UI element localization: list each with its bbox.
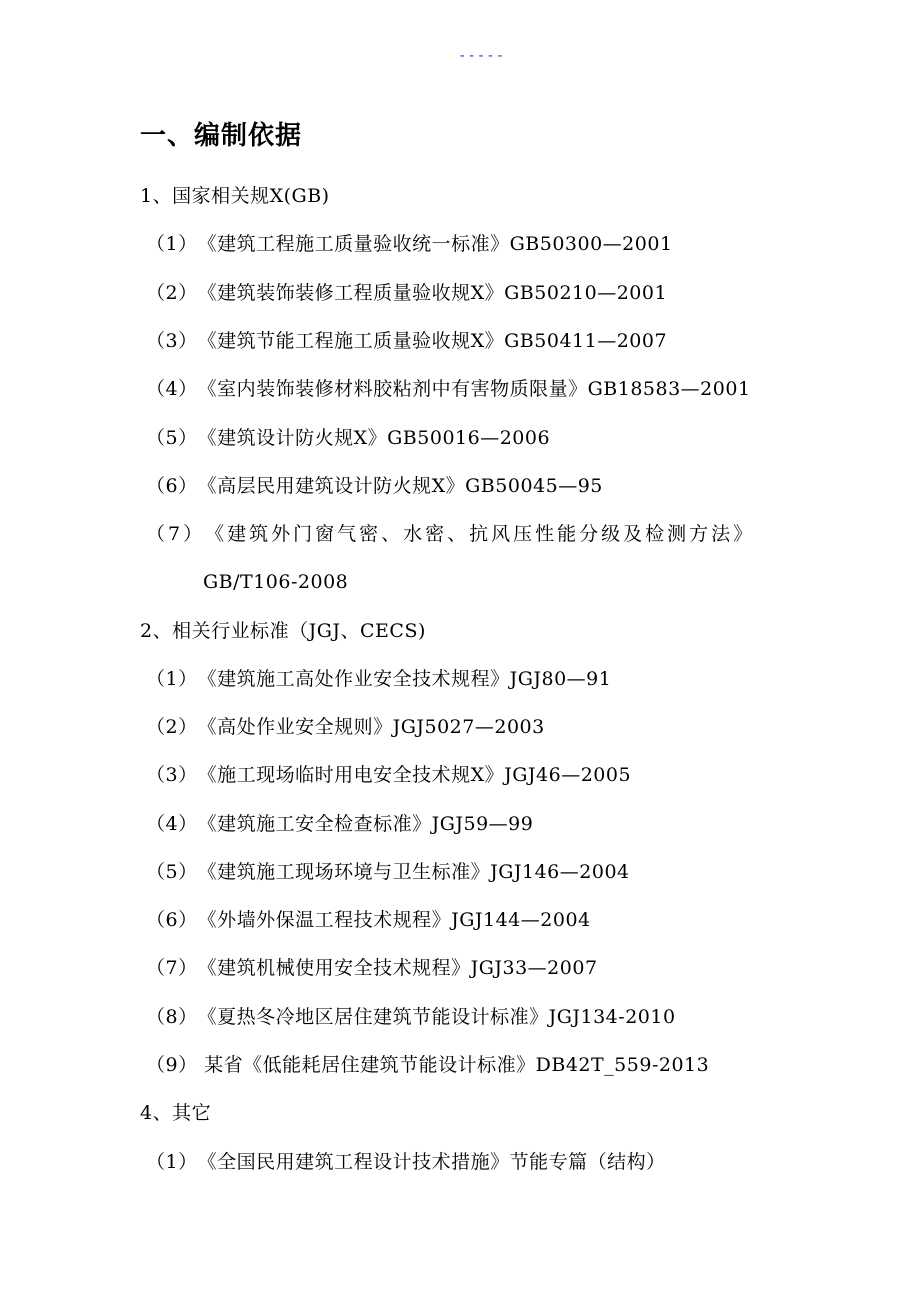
item-number: （1） [146,233,198,255]
item-number: （3） [146,330,198,352]
item-number: （5） [146,427,198,449]
list-item [146,715,545,739]
list-item [146,426,550,450]
item-number: （3） [146,764,198,786]
page-title: 一、编制依据 [140,121,303,151]
item-text: 《建筑施工安全检查标准》JGJ59—99 [197,813,534,835]
item-text: 《夏热冬冷地区居住建筑节能设计标准》JGJ134-2010 [197,1006,676,1028]
item-text: 《建筑设计防火规X》GB50016—2006 [197,427,551,449]
section-heading-other: 4、其它 [140,1102,212,1124]
list-item [146,1150,666,1174]
list-item [146,908,591,932]
item-text: 《建筑施工现场环境与卫生标准》JGJ146—2004 [197,861,630,883]
item-number: （6） [146,475,198,497]
item-number: （7） [146,957,198,979]
list-item [146,522,755,546]
item-text: 《建筑工程施工质量验收统一标准》GB50300—2001 [197,233,673,255]
item-text: 《建筑装饰装修工程质量验收规X》GB50210—2001 [197,282,668,304]
list-item [146,232,673,256]
item-text: 《高层民用建筑设计防火规X》GB50045—95 [197,475,603,497]
list-item [146,667,611,691]
item-number: （7） [146,523,206,545]
item-continuation: GB/T106-2008 [203,571,349,593]
section-heading-gb: 1、国家相关规X(GB) [140,185,330,207]
section-heading-jgj: 2、相关行业标准（JGJ、CECS) [140,620,426,642]
item-number: （8） [146,1006,198,1028]
item-text: 《建筑节能工程施工质量验收规X》GB50411—2007 [197,330,668,352]
item-number: （5） [146,861,198,883]
item-number: （4） [146,378,198,400]
item-number: （4） [146,813,198,835]
list-item [146,1005,676,1029]
list-item [146,377,751,401]
item-number: （9） [146,1054,198,1076]
list-item [146,281,667,305]
item-text: 《室内装饰装修材料胶粘剂中有害物质限量》GB18583—2001 [197,378,751,400]
item-text: 《全国民用建筑工程设计技术措施》节能专篇（结构） [197,1151,666,1173]
item-text: 《施工现场临时用电安全技术规X》JGJ46—2005 [197,764,632,786]
item-number: （2） [146,716,198,738]
item-text: 《建筑施工高处作业安全技术规程》JGJ80—91 [197,668,612,690]
item-number: （1） [146,668,198,690]
list-item [146,329,667,353]
header-mark: ----- [458,48,506,64]
item-text: 某省《低能耗居住建筑节能设计标准》DB42T_559-2013 [197,1054,710,1076]
list-item [146,763,631,787]
item-text: 《高处作业安全规则》JGJ5027—2003 [197,716,545,738]
item-number: （1） [146,1151,198,1173]
item-text: 《建筑外门窗气密、水密、抗风压性能分级及检测方法》 [205,523,756,545]
item-text: 《外墙外保温工程技术规程》JGJ144—2004 [197,909,591,931]
list-item [146,860,630,884]
list-item [146,474,603,498]
list-item [146,1053,709,1077]
item-text: 《建筑机械使用安全技术规程》JGJ33—2007 [197,957,598,979]
list-item [146,956,598,980]
item-number: （6） [146,909,198,931]
item-number: （2） [146,282,198,304]
list-item [146,812,533,836]
